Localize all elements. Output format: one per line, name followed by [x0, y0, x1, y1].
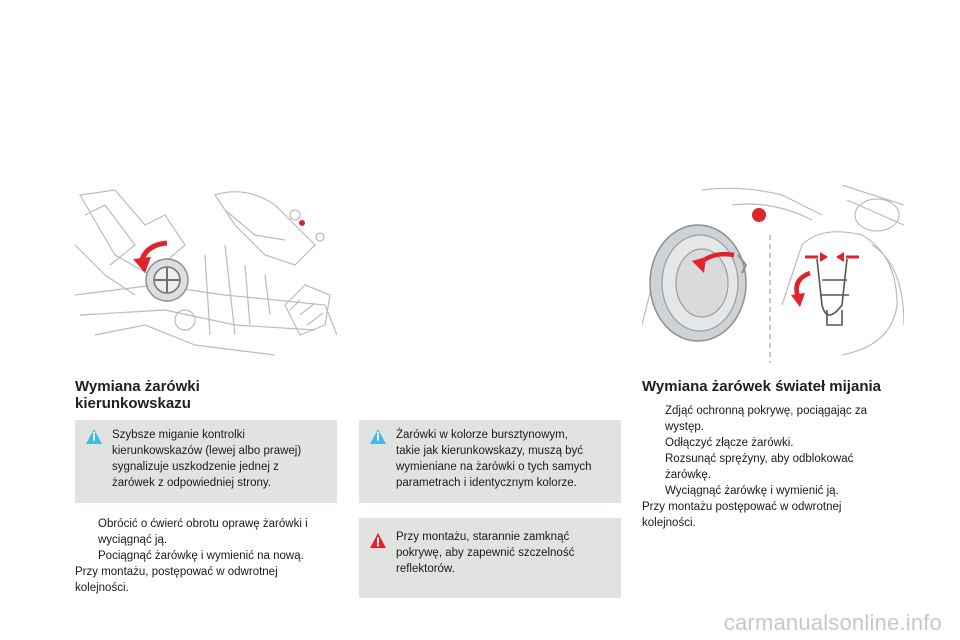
warning-icon	[369, 532, 387, 550]
info-icon	[85, 428, 103, 446]
list-item: Zdjąć ochronną pokrywę, pociągając za występ.	[665, 405, 868, 433]
low-beam-footer: Przy montażu postępować w odwrotnej kolejności.	[642, 501, 842, 529]
list-item: Odłączyć złącze żarówki.	[665, 437, 794, 449]
turn-signal-bulb-illustration	[75, 185, 337, 363]
watermark: carmanualsonline.info	[723, 610, 942, 635]
headlamp-seal-warning-note: Przy montażu, starannie zamknąć pokrywę, aby zapewnić szczelność reflektorów.	[359, 518, 621, 598]
low-beam-steps	[642, 403, 912, 499]
amber-bulb-info-note: Żarówki w kolorze bursztynowym, takie jak kierunkowskazy, muszą być wymieniane na żarówki o tych samych parametrach i identycznym kolorze.	[359, 420, 621, 503]
list-item: Pociągnąć żarówkę i wymienić na nową.	[98, 550, 304, 562]
turn-signal-info-note: Szybsze miganie kontrolki kierunkowskazów (lewej albo prawej) sygnalizuje uszkodzenie jednej z żarówek z odpowiedniej strony.	[75, 420, 337, 503]
bulb-holder-icon	[146, 259, 188, 301]
protective-cover-icon	[650, 225, 746, 341]
turn-signal-footer: Przy montażu, postępować w odwrotnej kolejności.	[75, 566, 278, 594]
list-item: Wyciągnąć żarówkę i wymienić ją.	[665, 485, 839, 497]
low-beam-section-title: Wymiana żarówek świateł mijania	[642, 378, 881, 395]
low-beam-bulb-illustration	[642, 185, 904, 363]
list-item: Obrócić o ćwierć obrotu oprawę żarówki i wyciągnąć ją.	[98, 518, 308, 546]
turn-signal-steps	[75, 516, 345, 564]
turn-signal-section-title: Wymiana żarówki kierunkowskazu	[75, 378, 200, 412]
list-item: Rozsunąć sprężyny, aby odblokować żarówkę.	[665, 453, 854, 481]
info-icon	[369, 428, 387, 446]
